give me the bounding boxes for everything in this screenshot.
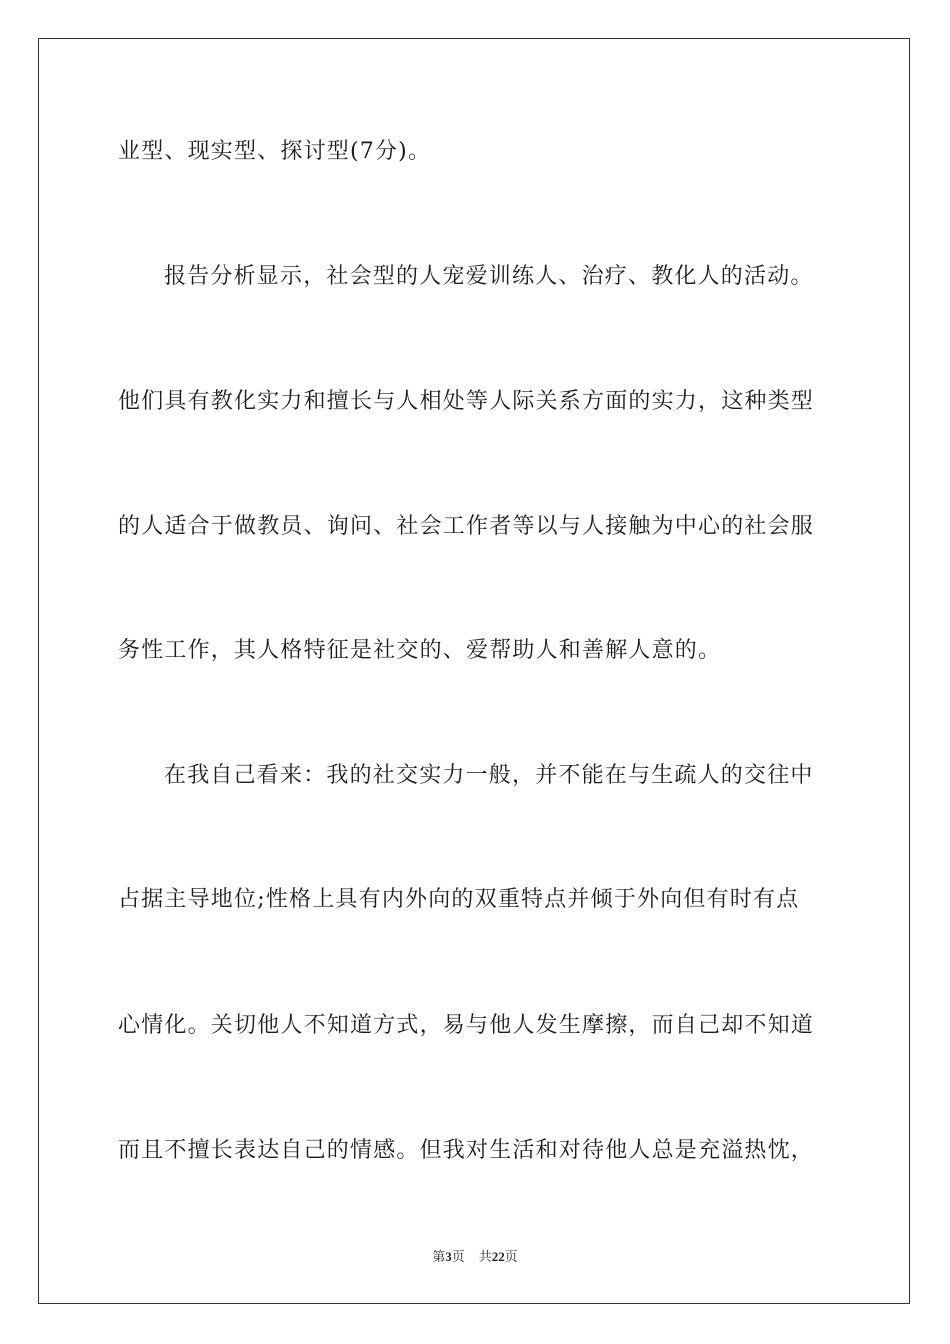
text-line-2: 报告分析显示，社会型的人宠爱训练人、治疗、教化人的活动。	[164, 264, 814, 289]
text-line-4: 的人适合于做教员、询问、社会工作者等以与人接触为中心的社会服	[118, 514, 815, 539]
page-unit: 页	[451, 1250, 465, 1265]
text-line-1: 业型、现实型、探讨型(7分)。	[118, 139, 432, 164]
text-line-9: 而且不擅长表达自己的情感。但我对生活和对待他人总是充溢热忱，	[118, 1138, 815, 1163]
total-unit: 页	[504, 1250, 518, 1265]
text-line-3: 他们具有教化实力和擅长与人相处等人际关系方面的实力，这种类型	[118, 389, 815, 414]
page-prefix: 第	[432, 1250, 446, 1265]
text-line-5: 务性工作，其人格特征是社交的、爱帮助人和善解人意的。	[118, 638, 722, 663]
text-line-6: 在我自己看来：我的社交实力一般，并不能在与生疏人的交往中	[164, 763, 814, 788]
page-footer	[0, 1248, 950, 1267]
text-line-7: 占据主导地位;性格上具有内外向的双重特点并倾于外向但有时有点	[118, 887, 800, 912]
total-prefix: 共	[478, 1250, 492, 1265]
current-page-number: 3	[445, 1249, 452, 1264]
page-border	[38, 38, 910, 1304]
text-line-8: 心情化。关切他人不知道方式，易与他人发生摩擦，而自己却不知道	[118, 1013, 815, 1038]
total-page-count: 22	[491, 1249, 505, 1264]
